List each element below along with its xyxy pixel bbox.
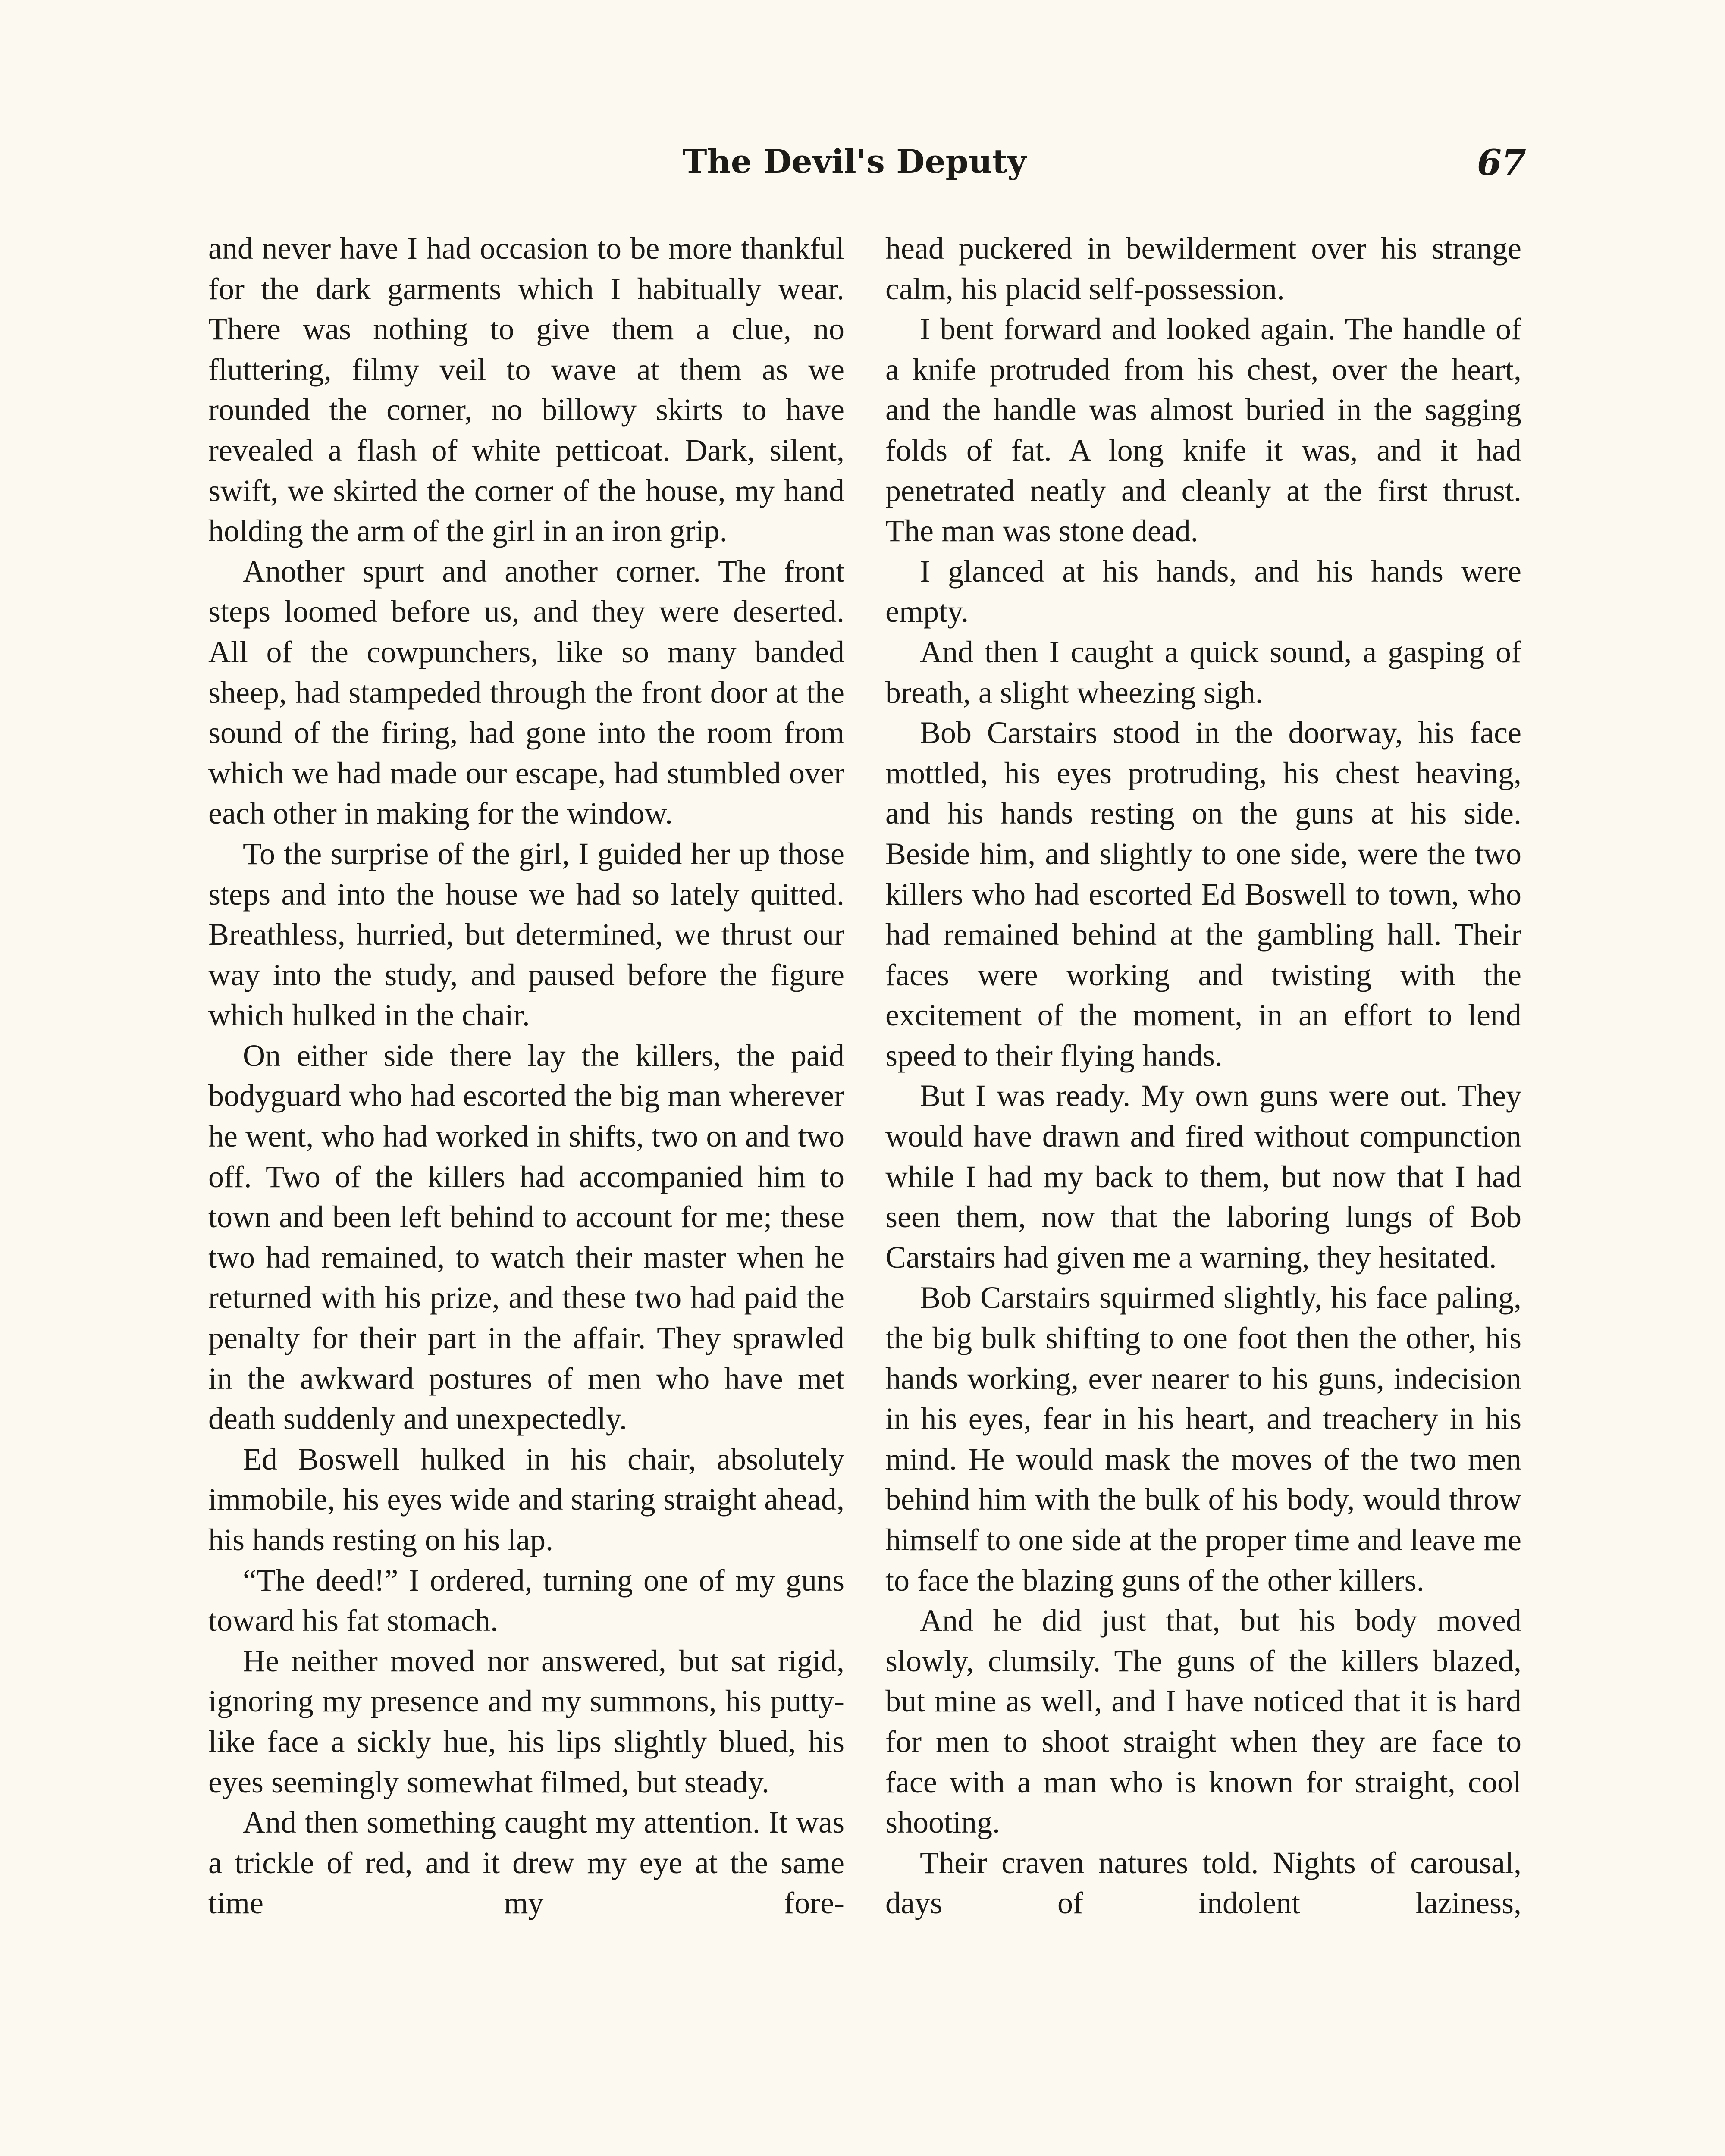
- paragraph: and never have I had occasion to be more thankful for the dark garments which I habitually wear. There was nothing to give them a clue, no fluttering, filmy veil to wave at them as we rounded the corner, no billowy skirts to have revealed a flash of white petticoat. Dark, silent, swift, we skirted the corner of the house, my hand holding the arm of the girl in an iron grip.: [208, 231, 844, 548]
- text-column-right: [885, 229, 1521, 1924]
- paragraph: Another spurt and another corner. The front steps loomed before us, and they were deserted. All of the cowpunchers, like so many banded sheep, had stampeded through the front door at the sound of the firing, had gone into the room from which we had made our escape, had stumbled over each other in making for the window.: [208, 554, 844, 831]
- chapter-title: The Devil's Deputy: [683, 142, 1027, 181]
- paragraph: On either side there lay the killers, the paid bodyguard who had escorted the big man wherever he went, who had worked in shifts, two on and two off. Two of the killers had accompanied him to town and been left behind to account for me; these two had remained, to watch their master when he returned with his prize, and these two had paid the penalty for their part in the affair. They sprawled in the awkward postures of men who have met death suddenly and unexpectedly.: [208, 1038, 844, 1436]
- paragraph: Bob Carstairs squirmed slightly, his face paling, the big bulk shifting to one foot then the other, his hands working, ever nearer to his guns, indecision in his eyes, fear in his heart, and treachery in his mind. He would mask the moves of the two men behind him with the bulk of his body, would throw himself to one side at the proper time and leave me to face the blazing guns of the other killers.: [885, 1280, 1521, 1598]
- paragraph: He neither moved nor answered, but sat rigid, ignoring my presence and my summons, his putty-like face a sickly hue, his lips slightly blued, his eyes seemingly somewhat filmed, but steady.: [208, 1643, 844, 1799]
- paragraph: I glanced at his hands, and his hands were empty.: [885, 554, 1521, 629]
- paragraph: And then something caught my attention. It was a trickle of red, and it drew my eye at the same time my fore-: [208, 1805, 844, 1921]
- paragraph: And then I caught a quick sound, a gasping of breath, a slight wheezing sigh.: [885, 634, 1521, 710]
- running-header: [0, 142, 1725, 198]
- page-number: 67: [1477, 142, 1527, 184]
- paragraph: Their craven natures told. Nights of carousal, days of indolent laziness,: [885, 1845, 1521, 1921]
- paragraph: Bob Carstairs stood in the doorway, his face mottled, his eyes protruding, his chest heaving, and his hands resting on the guns at his side. Beside him, and slightly to one side, were the two killers who had escorted Ed Boswell to town, who had remained behind at the gambling hall. Their faces were working and twisting with the excitement of the moment, in an effort to lend speed to their flying hands.: [885, 715, 1521, 1073]
- paragraph: “The deed!” I ordered, turning one of my guns toward his fat stomach.: [208, 1563, 844, 1638]
- paragraph: I bent forward and looked again. The handle of a knife protruded from his chest, over the heart, and the handle was almost buried in the sagging folds of fat. A long knife it was, and it had penetrated neatly and cleanly at the first thrust. The man was stone dead.: [885, 312, 1521, 548]
- paragraph: And he did just that, but his body moved slowly, clumsily. The guns of the killers blazed, but mine as well, and I have noticed that it is hard for men to shoot straight when they are face to face with a man who is known for straight, cool shooting.: [885, 1603, 1521, 1840]
- paragraph: But I was ready. My own guns were out. They would have drawn and fired without compunction while I had my back to them, but now that I had seen them, now that the laboring lungs of Bob Carstairs had given me a warning, they hesitated.: [885, 1078, 1521, 1275]
- text-column-left: [208, 229, 844, 1924]
- paragraph: head puckered in bewilderment over his strange calm, his placid self-possession.: [885, 231, 1521, 306]
- paragraph: Ed Boswell hulked in his chair, absolutely immobile, his eyes wide and staring straight ahead, his hands resting on his lap.: [208, 1442, 844, 1557]
- paragraph: To the surprise of the girl, I guided her up those steps and into the house we had so lately quitted. Breathless, hurried, but determined, we thrust our way into the study, and paused before the figure which hulked in the chair.: [208, 836, 844, 1033]
